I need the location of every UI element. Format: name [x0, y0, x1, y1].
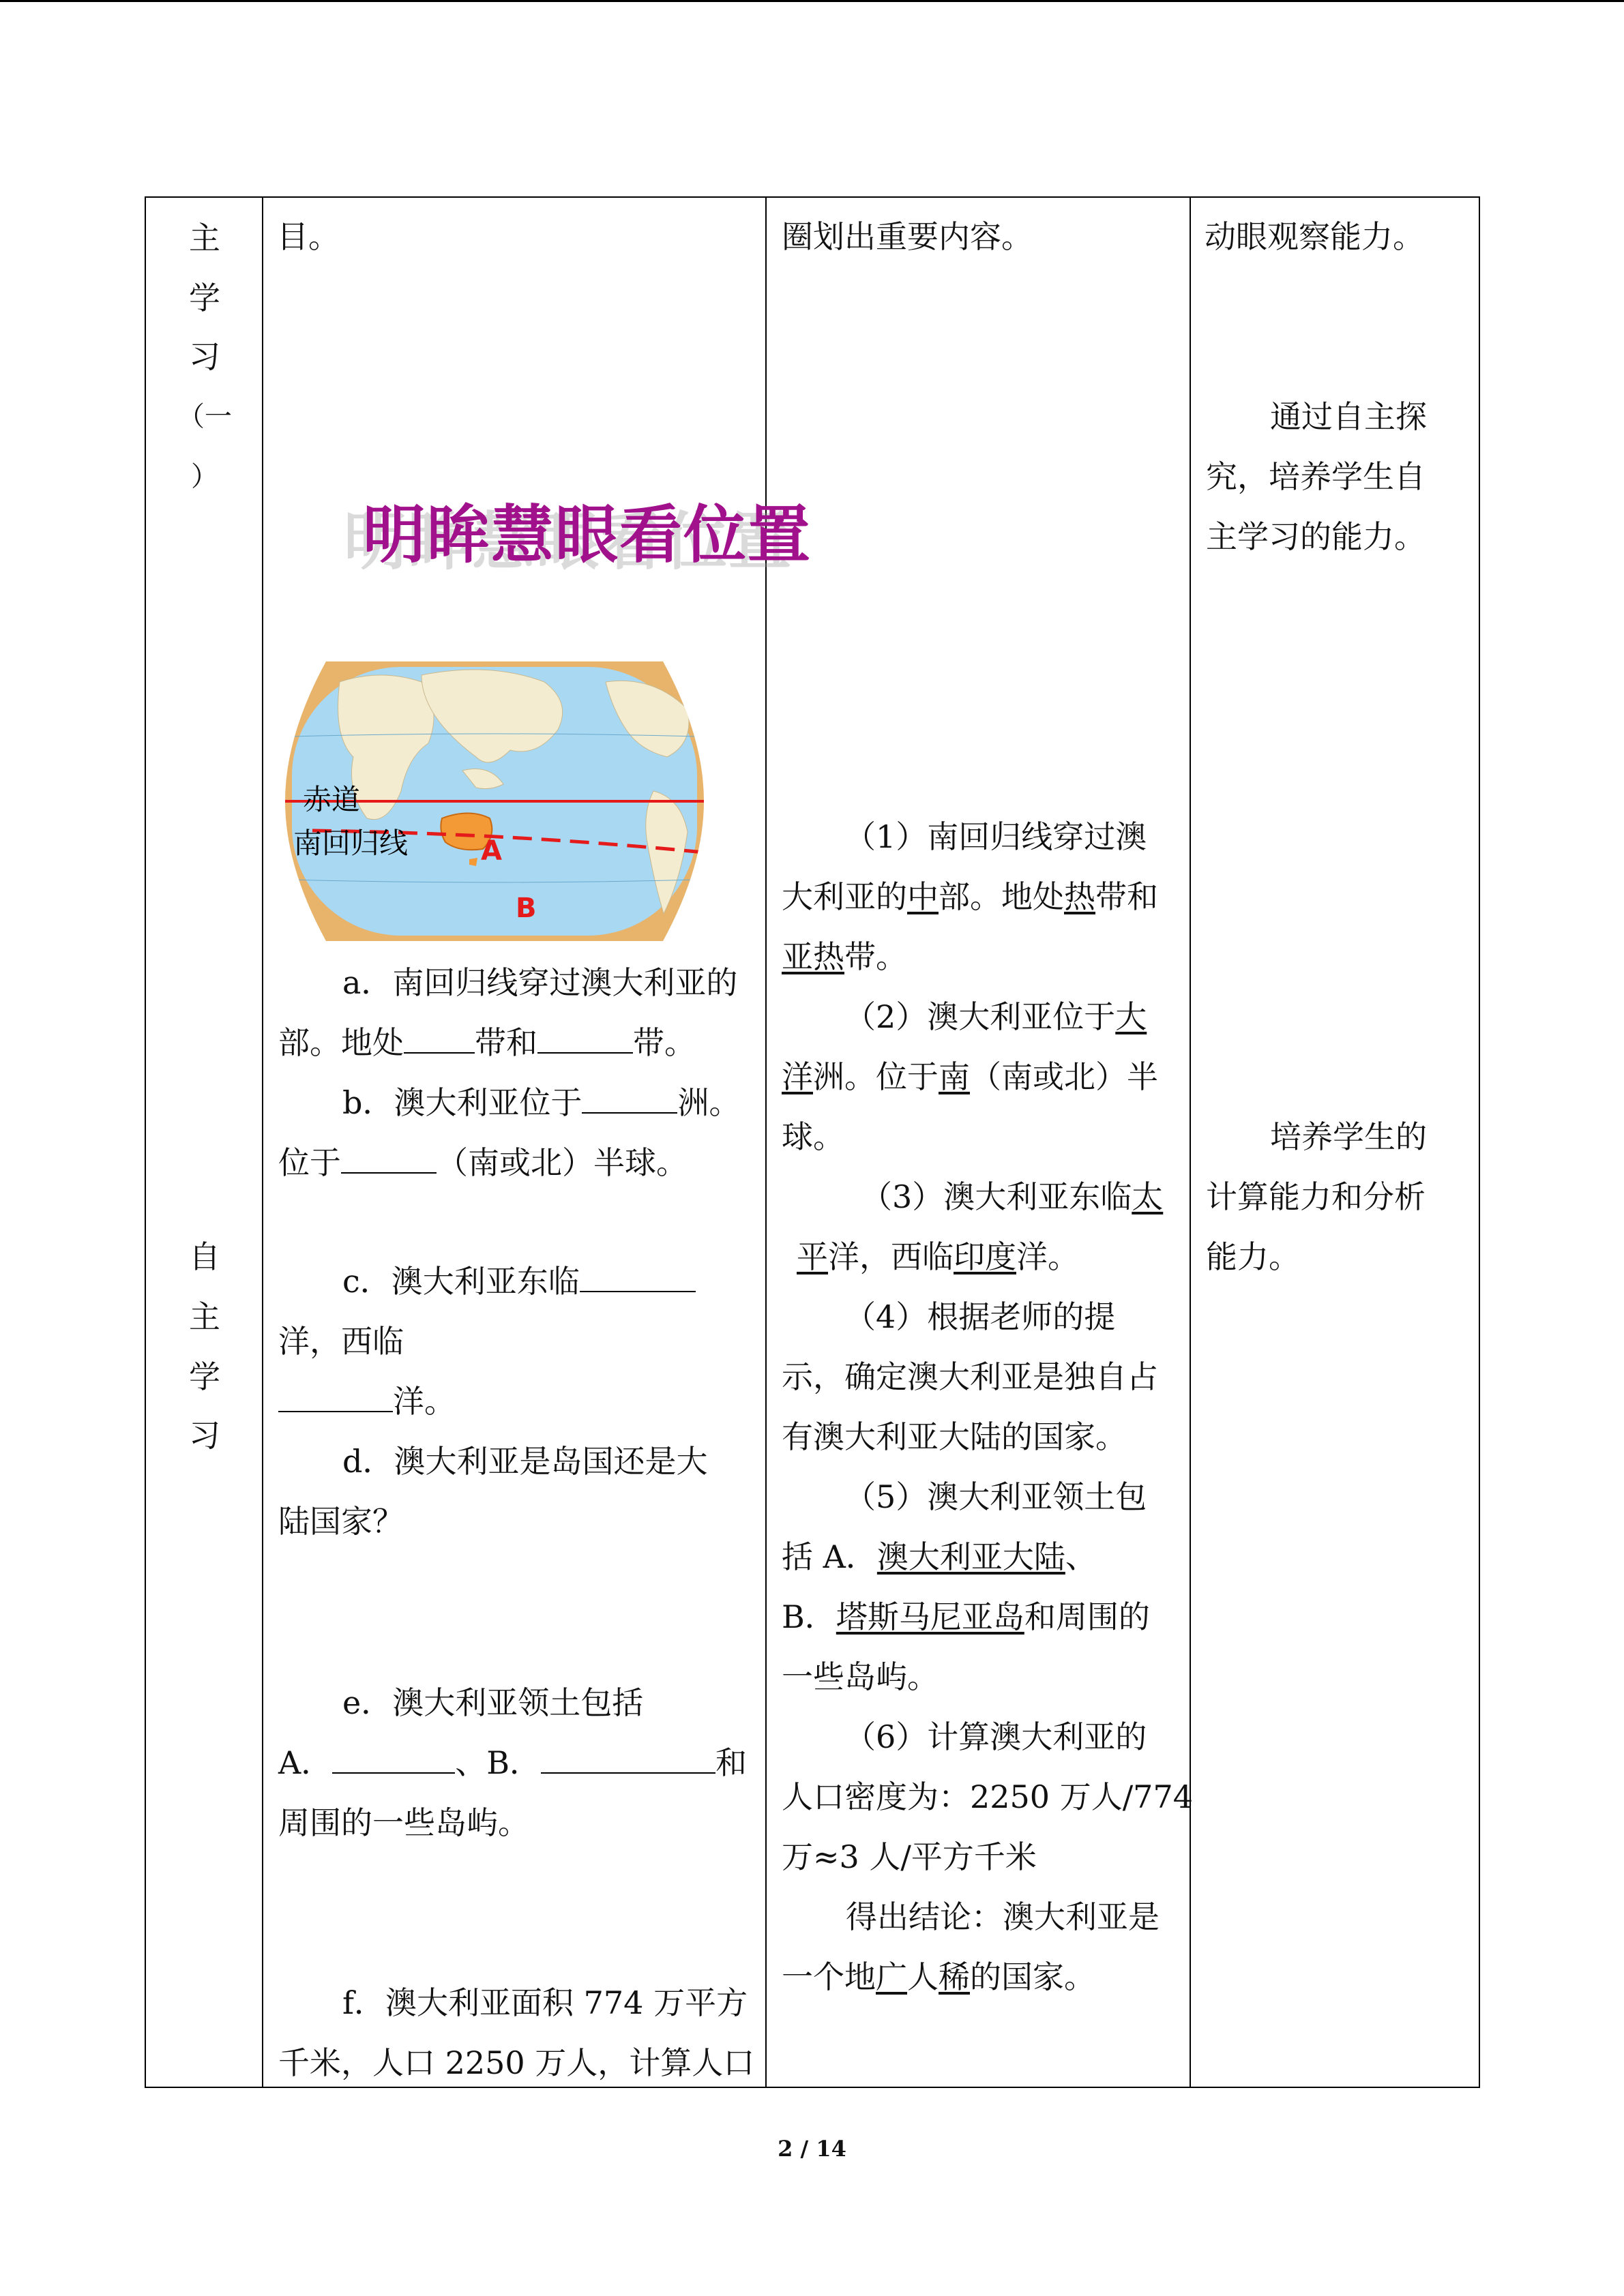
intent-2-line2: 究，培养学生自 [1206, 458, 1426, 495]
intent-3-line3: 能力。 [1206, 1238, 1300, 1275]
question-d-line1: d．澳大利亚是岛国还是大 [342, 1443, 708, 1480]
stage-char: 习 [189, 1417, 220, 1454]
marker-a: A [481, 835, 502, 867]
conclusion-line2: 一个地广人稀的国家。 [782, 1958, 1095, 1995]
stage-char: 主 [189, 220, 220, 256]
intent-2-line1: 通过自主探 [1270, 398, 1427, 435]
world-map-figure [285, 655, 704, 948]
question-c-line2: 洋，西临 [278, 1323, 404, 1360]
intent-text: 动眼观察能力。 [1205, 218, 1424, 255]
intent-3-line1: 培养学生的 [1270, 1118, 1427, 1155]
answer-5-line3: B．塔斯马尼亚岛和周围的 [782, 1598, 1150, 1635]
question-f-line2: 千米，人口 2250 万人，计算人口 [278, 2044, 755, 2081]
stage-char: 主 [189, 1298, 220, 1335]
stage-char: （一 [177, 401, 232, 432]
answer-6-line3: 万≈3 人/平方千米 [782, 1838, 1037, 1875]
answer-2-line3: 球。 [782, 1118, 844, 1155]
answer-blank[interactable] [278, 1385, 393, 1412]
answer-3-line1: （3）澳大利亚东临太 [861, 1178, 1164, 1215]
question-b-line1: b．澳大利亚位于 洲。 [342, 1084, 741, 1121]
answer-6-line1: （6）计算澳大利亚的 [844, 1718, 1147, 1755]
conclusion-line1: 得出结论：澳大利亚是 [846, 1898, 1160, 1935]
answer-2-line2: 洋洲。位于南（南或北）半 [782, 1058, 1158, 1095]
answer-4-line2: 示，确定澳大利亚是独自占 [782, 1358, 1158, 1395]
intent-2-line3: 主学习的能力。 [1206, 518, 1426, 555]
page-top-border [0, 0, 1624, 2]
marker-b: B [516, 893, 537, 924]
intro-text: 目。 [277, 218, 340, 255]
answer-5-line4: 一些岛屿。 [782, 1658, 939, 1695]
question-d-line2: 陆国家？ [278, 1503, 404, 1540]
question-e-line3: 周围的一些岛屿。 [278, 1804, 529, 1841]
stage-char: ） [191, 461, 218, 492]
stage-char: 习 [189, 338, 220, 375]
intro-text: 圈划出重要内容。 [782, 218, 1033, 255]
answer-1-line1: （1）南回归线穿过澳 [844, 818, 1147, 855]
answer-blank[interactable] [541, 1746, 715, 1774]
answer-blank[interactable] [580, 1265, 696, 1292]
answer-blank[interactable] [332, 1746, 455, 1774]
answer-3-line2: 平洋，西临印度洋。 [797, 1238, 1079, 1275]
answer-blank[interactable] [341, 1146, 437, 1174]
label-tropic-of-capricorn: 南回归线 [293, 826, 409, 860]
stage-char: 自 [189, 1238, 220, 1275]
answer-6-line2: 人口密度为：2250 万人/774 [782, 1778, 1193, 1815]
answer-1-line3: 亚热带。 [782, 938, 907, 975]
label-equator: 赤道 [303, 783, 361, 816]
answer-blank[interactable] [404, 1026, 475, 1054]
answer-4-line1: （4）根据老师的提 [844, 1298, 1116, 1335]
answer-5-line1: （5）澳大利亚领土包 [844, 1478, 1147, 1515]
answer-4-line3: 有澳大利亚大陆的国家。 [782, 1418, 1127, 1455]
answer-5-line2: 括 A．澳大利亚大陆、 [782, 1538, 1097, 1575]
question-f-line1: f．澳大利亚面积 774 万平方 [342, 1984, 748, 2021]
stage-char: 学 [189, 280, 220, 316]
question-e-line2: A． 、B． 和 [278, 1744, 748, 1781]
question-a-line1: a．南回归线穿过澳大利亚的 [342, 964, 738, 1001]
question-e-line1: e．澳大利亚领土包括 [342, 1684, 644, 1721]
wordart-title: 明眸慧眼看位置 [363, 498, 812, 571]
answer-2-line1: （2）澳大利亚位于大 [844, 998, 1147, 1035]
answer-blank[interactable] [582, 1086, 677, 1114]
stage-char: 学 [189, 1358, 220, 1395]
question-c-line3: 洋。 [278, 1383, 456, 1420]
answer-blank[interactable] [537, 1026, 633, 1054]
answer-1-line2: 大利亚的中部。地处热带和 [782, 878, 1158, 915]
intent-3-line2: 计算能力和分析 [1206, 1178, 1426, 1215]
question-b-line2: 位于 （南或北）半球。 [278, 1144, 688, 1181]
page-number: 2 / 14 [778, 2136, 846, 2162]
stage-column [145, 197, 263, 2087]
question-c-line1: c．澳大利亚东临 [342, 1263, 696, 1300]
question-a-line2: 部。地处 带和 带。 [278, 1024, 696, 1061]
